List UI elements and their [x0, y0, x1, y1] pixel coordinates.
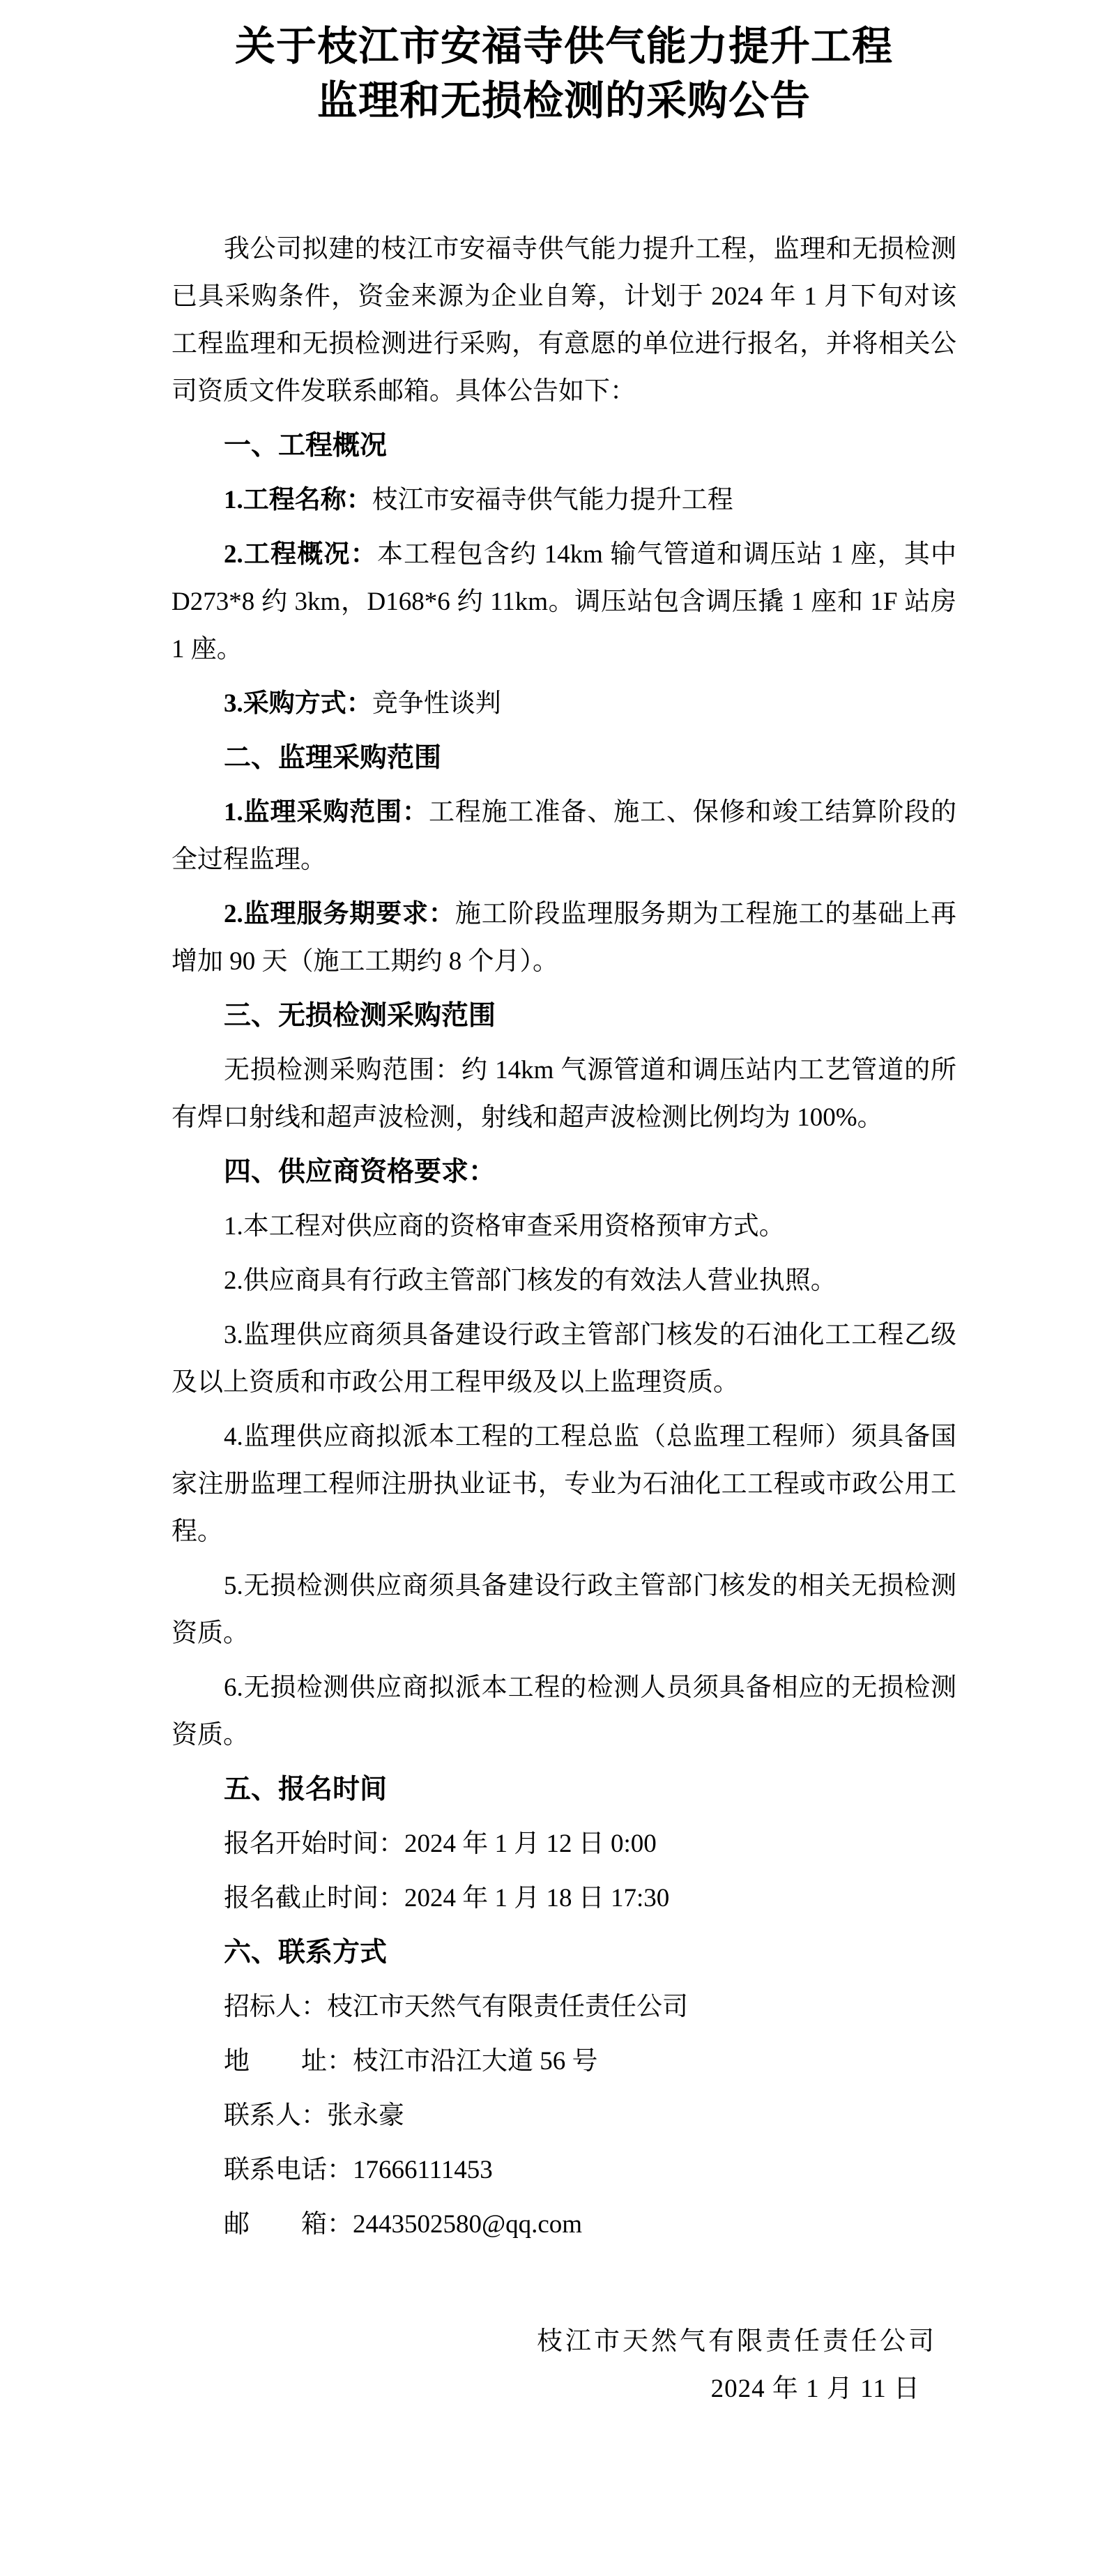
paragraph-label: 1.工程名称：	[224, 486, 372, 514]
paragraph: 联系电话：17666111453	[224, 2156, 493, 2184]
paragraph: 地 址：枝江市沿江大道 56 号	[224, 2047, 598, 2076]
paragraph: 招标人：枝江市天然气有限责任责任公司	[224, 1993, 688, 2021]
signature-company: 枝江市天然气有限责任责任公司	[537, 2327, 937, 2356]
paragraph-text: 竞争性谈判	[372, 689, 501, 718]
title-line-2: 监理和无损检测的采购公告	[316, 78, 811, 123]
paragraph-label: 3.采购方式：	[224, 689, 372, 718]
paragraph-text: 本工程包含约 14km 输气管道和调压站 1 座，其中 D273*8 约 3km，D168*6 约 11km。调压站包含调压撬 1 座和 1F 站房 1 座。	[171, 540, 957, 664]
paragraph: 我公司拟建的枝江市安福寺供气能力提升工程，监理和无损检测已具采购条件，资金来源为企业自筹，计划于 2024 年 1 月下旬对该工程监理和无损检测进行采购，有意愿的单位进行报名，并将相关公司资质文件发联系邮箱。具体公告如下：	[171, 235, 956, 406]
paragraph-text: 工程施工准备、施工、保修和竣工结算阶段的全过程监理。	[171, 798, 957, 874]
paragraph: 报名截止时间：2024 年 1 月 18 日 17:30	[224, 1884, 670, 1912]
paragraph: 4.监理供应商拟派本工程的工程总监（总监理工程师）须具备国家注册监理工程师注册执业证书，专业为石油化工工程或市政公用工程。	[171, 1423, 956, 1546]
paragraph	[171, 680, 956, 728]
section-heading: 五、报名时间	[224, 1774, 388, 1804]
paragraph	[171, 531, 956, 673]
paragraph-label: 1.监理采购范围：	[224, 798, 429, 827]
paragraph: 3.监理供应商须具备建设行政主管部门核发的石油化工工程乙级及以上资质和市政公用工程甲级及以上监理资质。	[171, 1321, 956, 1397]
paragraph: 邮 箱：2443502580@qq.com	[224, 2210, 583, 2239]
section-heading: 六、联系方式	[224, 1938, 388, 1968]
paragraph: 无损检测采购范围：约 14km 气源管道和调压站内工艺管道的所有焊口射线和超声波检测，射线和超声波检测比例均为 100%。	[171, 1056, 956, 1132]
paragraph	[171, 477, 956, 524]
paragraph-label: 2.监理服务期要求：	[224, 900, 455, 928]
paragraph: 1.本工程对供应商的资格审查采用资格预审方式。	[224, 1212, 785, 1241]
document-body	[171, 226, 956, 2248]
paragraph	[171, 891, 956, 986]
paragraph: 报名开始时间：2024 年 1 月 12 日 0:00	[224, 1830, 657, 1858]
paragraph-text: 施工阶段监理服务期为工程施工的基础上再增加 90 天（施工工期约 8 个月）。	[171, 900, 957, 976]
signature-date: 2024 年 1 月 11 日	[710, 2375, 920, 2403]
paragraph: 2.供应商具有行政主管部门核发的有效法人营业执照。	[224, 1266, 837, 1295]
paragraph: 5.无损检测供应商须具备建设行政主管部门核发的相关无损检测资质。	[171, 1572, 956, 1648]
section-heading: 一、工程概况	[224, 431, 388, 461]
title-line-1: 关于枝江市安福寺供气能力提升工程	[234, 24, 893, 69]
document-title	[171, 20, 956, 128]
section-heading: 三、无损检测采购范围	[224, 1001, 496, 1031]
paragraph	[171, 789, 956, 884]
paragraph-label: 2.工程概况：	[224, 540, 377, 569]
section-heading: 二、监理采购范围	[224, 743, 442, 773]
paragraph-text: 枝江市安福寺供气能力提升工程	[372, 486, 733, 514]
section-heading: 四、供应商资格要求：	[224, 1157, 496, 1187]
signature-block	[171, 2318, 956, 2413]
paragraph: 联系人：张永豪	[224, 2101, 404, 2130]
paragraph: 6.无损检测供应商拟派本工程的检测人员须具备相应的无损检测资质。	[171, 1673, 956, 1749]
